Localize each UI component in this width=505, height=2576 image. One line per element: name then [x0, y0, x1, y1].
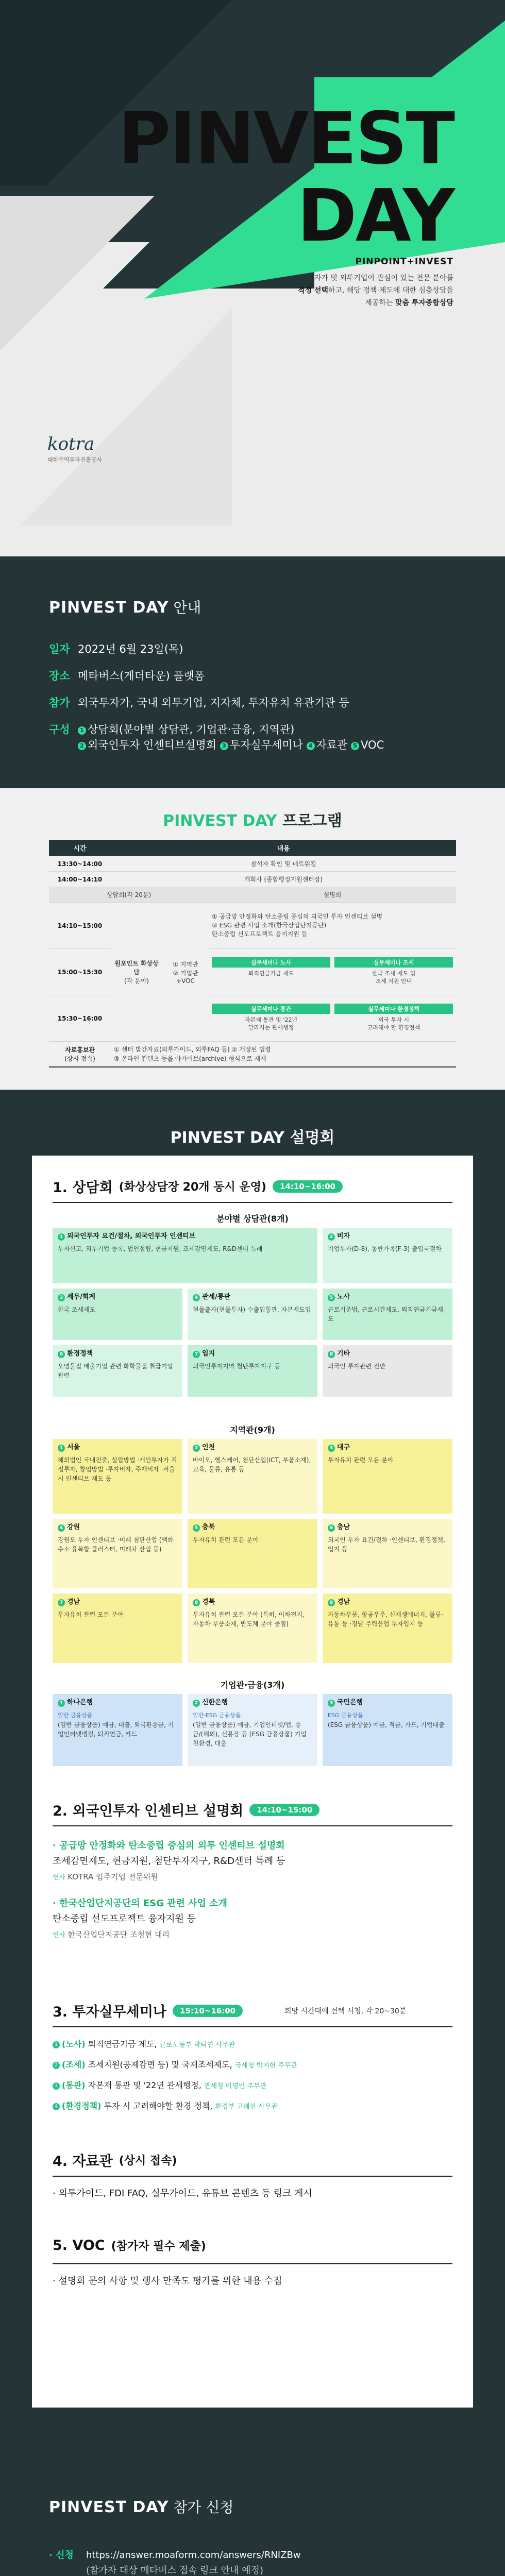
g2-cell-title: 경북 [202, 1598, 215, 1606]
data-line: ③ 온라인 컨텐츠 등을 아카이브(archive) 형식으로 제재 [114, 1055, 266, 1062]
mini-body-line: 고려해야 할 환경정책 [367, 1024, 420, 1031]
g3-cell-text: (ESG 금융상품) 예금, 적금, 카드, 기업대출 [328, 1721, 445, 1728]
number-badge: 4 [193, 1294, 200, 1301]
mini-boxes [212, 1004, 453, 1033]
g3-cell [188, 1694, 317, 1766]
apply-title [49, 2496, 233, 2517]
s1-heading [53, 1176, 343, 1196]
number-badge: 2 [193, 1445, 200, 1452]
g2-cell-text: 투자유치 관련 모든 분야 [328, 1456, 394, 1464]
g2-cell-text: 해외법인 국내진출, 설립방법 ·개인투자가 직접투자, 창업방법 ·투자비자, 주재비자 ·서울시 인센티브 제도 등 [58, 1456, 177, 1482]
g3-cell-head [58, 1698, 177, 1707]
mini-head: 실무세미나 통관 [212, 1004, 330, 1014]
g2-cell [323, 1594, 452, 1663]
g1-cell-head [328, 1232, 447, 1241]
time-badge: 14:10~15:00 [249, 1804, 319, 1816]
number-badge: 4 [307, 742, 315, 750]
s5-title: 5. VOC [53, 2238, 105, 2253]
g3-grid [53, 1694, 452, 1766]
g2-cell-text: 바이오, 헬스케어, 첨단산업(ICT, 부품소재), 교육, 물류, 유통 등 [193, 1456, 311, 1473]
number-badge: 1 [58, 1700, 65, 1707]
g2-cell-head [58, 1443, 177, 1452]
number-badge: 7 [58, 1599, 65, 1606]
program-content: 참석자 확인 및 네트워킹 [111, 856, 456, 872]
s3-title: 3. 투자실무세미나 [53, 2004, 167, 2020]
consult-sub: (각 분야) [124, 977, 149, 985]
logo-brand: kotra [47, 434, 95, 454]
kotra-logo [47, 434, 102, 464]
signup-link[interactable]: https://answer.moaform.com/answers/RNIZBw [86, 2550, 301, 2561]
s3-heading [53, 2001, 243, 2021]
explain-title-en: PINVEST DAY [170, 1129, 285, 1147]
s2-item-title: · 공급망 안정화와 탄소중립 중심의 외투 인센티브 설명회 [53, 1840, 285, 1851]
g1-grid [53, 1228, 452, 1397]
divider [53, 2026, 452, 2027]
number-badge: 7 [193, 1351, 200, 1358]
g2-cell-head [193, 1598, 312, 1607]
compose-line1 [78, 722, 384, 737]
g1-cell [53, 1345, 182, 1397]
event-info-section [0, 556, 505, 788]
consult-main: 원포인트 화상상담 [114, 960, 159, 976]
s3-item-cat: (환경정책) [62, 2101, 102, 2111]
g2-cell-head [193, 1443, 312, 1452]
s2-item-sub: 조세감면제도, 현금지원, 첨단투자지구, R&D센터 특례 등 [53, 1856, 285, 1867]
s3-item [53, 2098, 452, 2115]
apply-title-en: PINVEST DAY [49, 2498, 169, 2516]
explanation-section [0, 1090, 505, 2450]
s3-item-speaker: 관세청 이영빈 주무관 [204, 2082, 267, 2090]
program-subhead-right: 설명회 [209, 887, 456, 903]
consult-side3: +VOC [176, 977, 195, 985]
g2-cell-text: 외국인 투자 요건/절차 ·인센티브, 환경정책, 입지 등 [328, 1536, 445, 1553]
g1-cell [323, 1345, 452, 1397]
g2-cell [323, 1439, 452, 1514]
g1-cell-text: 근로기준법, 근로시간제도, 퇴직연금기금제도 [328, 1306, 443, 1323]
hero-banner [0, 0, 505, 556]
g2-cell-title: 경남 [67, 1598, 80, 1606]
number-badge: 3 [328, 1700, 335, 1707]
g2-cell-text: 자동차부품, 항공우주, 신재생에너지, 물류·유통 등 ·경남 주력산업 투자입지 등 [328, 1611, 443, 1628]
hero-title-line1: PINVEST [117, 97, 453, 181]
g1-cell-text: 외국인투자지역 첨단투자지구 등 [193, 1363, 280, 1370]
g1-cell-title: 입지 [202, 1350, 215, 1358]
info-row-place [49, 668, 384, 684]
g2-cell-head [58, 1598, 177, 1607]
s2-list [53, 1838, 452, 1950]
s3-note: 희망 시간대에 선택 시청, 각 20~30분 [284, 2007, 407, 2015]
mini-body [334, 1014, 453, 1033]
mini-body-line: 조세 지원 안내 [375, 977, 412, 985]
g1-cell [188, 1289, 317, 1340]
g2-cell-text: 투자유치 관련 모든 분야 [193, 1536, 259, 1544]
s3-item-text: 자본재 통관 및 '22년 관세행정, [85, 2080, 204, 2090]
program-time: 15:00~15:30 [49, 949, 111, 995]
program-row [49, 949, 456, 995]
divider [53, 1825, 452, 1826]
divider [53, 1202, 452, 1203]
seminar-line: 탄소중립 선도프로젝트 등지지원 등 [212, 930, 308, 938]
g2-cell [188, 1519, 317, 1588]
g1-title: 분야별 상담관(8개) [216, 1214, 289, 1224]
program-row [49, 1042, 456, 1067]
signup-note: (참가자 대상 메타버스 접속 링크 안내 예정) [86, 2565, 263, 2576]
mini-box [212, 957, 330, 987]
s3-item-speaker: 국세청 박지현 주무관 [234, 2062, 298, 2070]
compose-item: 외국인투자 인센티브설명회 [88, 739, 217, 751]
g3-cell-title: 국민은행 [337, 1699, 363, 1706]
logo-org: 대한무역투자진흥공사 [47, 456, 103, 463]
g2-cell [188, 1594, 317, 1663]
g2-cell-title: 서울 [67, 1444, 80, 1451]
g2-cell-text: 투자유치 관련 모든 분야 (특히, 이차전지, 자동차 부품소재, 반도체 분야 중점) [193, 1611, 305, 1628]
program-title-ko: 프로그램 [277, 812, 342, 830]
consult-side2: ② 기업관 [173, 969, 198, 977]
s3-item-text: 퇴직연금기금 제도, [85, 2039, 160, 2049]
g2-cell [188, 1439, 317, 1514]
data-label: 자료홍보관 [65, 1046, 95, 1054]
g1-cell-text: 오염물질 배출기업 관련 화학물질 취급기업 관련 [58, 1363, 173, 1379]
s4-small: (상시 접속) [119, 2155, 177, 2167]
consult-side-cell [162, 903, 209, 1042]
g2-cell-text: 투자유치 관련 모든 분야 [58, 1611, 124, 1618]
s2-item-sub: 탄소중립 선도프로젝트 융자지원 등 [53, 1913, 196, 1924]
number-badge: 5 [193, 1524, 200, 1532]
s4-list [53, 2186, 452, 2208]
g3-cell-tag: ESG 금융상품 [328, 1712, 363, 1719]
mini-body [334, 968, 453, 987]
s2-item-src: 한국산업단지공단 조청현 대리 [68, 1930, 170, 1939]
g2-cell-title: 충북 [202, 1523, 215, 1531]
number-badge: 1 [78, 726, 86, 735]
mini-head: 실무세미나 조세 [334, 957, 453, 968]
hero-desc-line2 [298, 284, 453, 297]
g1-cell [323, 1228, 452, 1283]
g3-cell-text: (일반 금융상품) 예금, 대출, 외국환송금, 기업인터넷뱅킹, 퇴직연금, 카드 [58, 1721, 174, 1738]
consult-main-cell [111, 903, 162, 1042]
s3-item [53, 2078, 452, 2094]
number-badge: 5 [351, 742, 359, 750]
s3-item-text: 조세지원(공제감면 등) 및 국제조세제도, [85, 2060, 235, 2070]
number-badge: 2 [78, 742, 86, 750]
program-time: 15:30~16:00 [49, 995, 111, 1042]
g2-cell-title: 인천 [202, 1444, 215, 1451]
g3-cell-title: 하나은행 [67, 1699, 93, 1706]
mini-box [334, 957, 453, 987]
program-title [0, 808, 505, 831]
g1-cell-head [58, 1232, 312, 1241]
info-row-composition [49, 722, 384, 753]
program-row [49, 856, 456, 872]
info-value [78, 722, 384, 753]
g2-cell [53, 1594, 182, 1663]
hero-desc-highlight2: 맞춤 투자종합상담 [395, 299, 453, 307]
program-table [49, 840, 456, 1067]
consult-side1: ① 지역관 [173, 960, 198, 968]
hero-title [117, 97, 453, 258]
seminar-desc [209, 903, 456, 949]
mini-box [212, 1004, 330, 1033]
number-badge: 2 [193, 1700, 200, 1707]
g3-cell-title: 신한은행 [202, 1699, 228, 1706]
time-badge: 14:10~16:00 [273, 1180, 343, 1193]
mini-box [334, 1004, 453, 1033]
number-badge: 3 [220, 742, 228, 750]
program-header-row [49, 840, 456, 856]
g1-cell-title: 관세/통관 [202, 1293, 230, 1301]
g3-cell [323, 1694, 452, 1766]
hero-desc-line3 [298, 297, 453, 309]
number-badge: 4 [58, 1524, 65, 1532]
apply-title-ko: 참가 신청 [169, 2499, 234, 2516]
s3-item-speaker: 환경부 고혜선 사무관 [215, 2103, 278, 2111]
hero-desc-highlight1: 적정 선택 [297, 286, 328, 295]
info-rows [49, 641, 384, 764]
data-hall-label [49, 1042, 111, 1067]
g1-cell-head [58, 1293, 177, 1302]
s4-item: · 외투가이드, FDI FAQ, 실무가이드, 유튜브 콘텐츠 등 링크 게시 [53, 2188, 312, 2199]
s2-item-title: · 한국산업단지공단의 ESG 관련 사업 소개 [53, 1898, 228, 1909]
compose-item: 상담회(분야별 상담관, 기업관·금융, 지역관) [88, 723, 295, 736]
g1-cell-head [328, 1349, 447, 1359]
compose-line2 [78, 737, 384, 753]
g2-cell [323, 1519, 452, 1588]
number-badge: 8 [328, 1351, 335, 1358]
hero-desc-line2-text: 하고, 해당 정책·제도에 대한 심층상담을 [328, 286, 453, 295]
info-title-en: PINVEST DAY [49, 599, 169, 617]
number-badge: 9 [328, 1599, 335, 1606]
divider [53, 2263, 452, 2264]
g2-cell-head [328, 1598, 447, 1607]
g2-title: 지역관(9개) [230, 1425, 275, 1435]
s5-heading [53, 2238, 206, 2253]
program-head-time: 시간 [49, 840, 111, 856]
program-section [0, 788, 505, 1090]
g1-cell-head [328, 1293, 447, 1302]
explain-title-ko: 설명회 [284, 1129, 335, 1147]
g2-cell-head [193, 1523, 312, 1532]
divider [53, 2176, 452, 2177]
number-badge: 6 [58, 1351, 65, 1358]
s2-heading [53, 1800, 319, 1820]
number-badge: 6 [328, 1524, 335, 1532]
info-title [49, 597, 201, 617]
data-label2: (상시 접속) [64, 1055, 95, 1062]
s2-item [53, 1838, 452, 1886]
info-label: 일자 [49, 643, 70, 655]
data-hall-desc [111, 1042, 456, 1067]
explain-card [32, 1156, 473, 2408]
g1-cell-head [58, 1349, 177, 1359]
g2-grid [53, 1439, 452, 1663]
mini-head: 실무세미나 노사 [212, 957, 330, 968]
s5-list [53, 2274, 452, 2295]
explain-title [0, 1125, 505, 1147]
g1-cell-title: 노사 [337, 1293, 350, 1301]
program-time: 13:30~14:00 [49, 856, 111, 872]
info-label: 구성 [49, 723, 70, 736]
g1-cell-head [193, 1293, 312, 1302]
g2-cell-text: 강원도 투자 인센티브 ·미래 첨단산업 (액화수소 융복합 클러스터, 미래차 산업 등) [58, 1536, 174, 1553]
apply-row-signup [49, 2548, 379, 2576]
s5-item: · 설명회 문의 사항 및 행사 만족도 평가를 위한 내용 수집 [53, 2276, 282, 2286]
s2-title: 2. 외국인투자 인센티브 설명회 [53, 1803, 244, 1819]
s1-title: 1. 상담회 [53, 1180, 113, 1196]
s2-item-src: KOTRA 입주기업 전문위원 [68, 1872, 158, 1882]
info-value: 2022년 6월 23일(목) [78, 643, 183, 655]
s1-small: (화상상담장 20개 동시 운영) [119, 1181, 266, 1194]
mini-body-line: 한국 조세 제도 및 [372, 970, 416, 977]
g3-cell-head [193, 1698, 312, 1707]
number-badge: 3 [53, 2082, 60, 2090]
mini-body [212, 1014, 330, 1033]
program-title-en: PINVEST DAY [163, 812, 277, 830]
hero-subtitle [298, 257, 453, 309]
g2-cell-title: 충남 [337, 1523, 350, 1531]
info-row-date [49, 641, 384, 657]
seminar-line: ① 공급망 안정화와 탄소중립 중심의 외국인 투자 인센티브 설명 [212, 913, 383, 920]
compose-item: VOC [361, 739, 384, 751]
g1-cell-head [193, 1349, 312, 1359]
program-row [49, 995, 456, 1042]
mini-body-line: 달라지는 관세행정 [248, 1024, 294, 1031]
compose-item: 자료관 [316, 739, 348, 751]
s4-heading [53, 2150, 177, 2170]
g1-cell-text: 외국인 투자관련 전반 [328, 1363, 385, 1370]
program-subheader-row [49, 887, 456, 903]
info-row-participants [49, 695, 384, 710]
hero-keywords: PINPOINT+INVEST [355, 257, 453, 267]
g2-cell [53, 1519, 182, 1588]
g1-cell-title: 비자 [337, 1232, 350, 1240]
g1-cell-text: 투자신고, 외투기업 등록, 법인설립, 현금지원, 조세감면제도, R&D센터 특례 [58, 1245, 263, 1252]
g3-cell-tag: 일반·ESG 금융상품 [193, 1712, 241, 1719]
s3-list [53, 2037, 452, 2119]
number-badge: 4 [53, 2103, 60, 2110]
program-time: 14:00~14:10 [49, 872, 111, 887]
g3-cell [53, 1694, 182, 1766]
g2-cell-title: 대구 [337, 1444, 350, 1451]
number-badge: 1 [58, 1445, 65, 1452]
mini-cell [209, 995, 456, 1042]
g2-cell-head [328, 1443, 447, 1452]
g2-cell-title: 경남 [337, 1598, 350, 1606]
apply-section [0, 2450, 505, 2576]
g3-cell-text: (일반 금융상품) 예금, 기업인터넷/앱, 송금/(해외), 신용장 등 (ESG 금융상품) 기업친환경, 대출 [193, 1721, 307, 1747]
mini-body: 퇴직연금기금 제도 [248, 970, 294, 977]
s3-item [53, 2057, 452, 2074]
mini-cell [209, 949, 456, 995]
apply-label: · 신청 [49, 2550, 74, 2561]
info-label: 장소 [49, 670, 70, 682]
s3-item-cat: (통관) [62, 2080, 86, 2090]
hero-desc-line3-text: 제공하는 [365, 299, 395, 307]
program-time: 14:10~15:00 [49, 903, 111, 949]
compose-item: 투자실무세미나 [229, 739, 303, 751]
g2-cell-head [328, 1523, 447, 1532]
s3-item-cat: (조세) [62, 2060, 86, 2070]
s5-small: (참가자 필수 제출) [111, 2240, 206, 2253]
s2-item-src-label: 연사 [53, 1931, 68, 1939]
g1-cell-title: 세무/회계 [67, 1293, 95, 1301]
number-badge: 8 [193, 1599, 200, 1606]
program-content: 개회사 (종합행정지원센터장) [111, 872, 456, 887]
s3-item-cat: (노사) [62, 2039, 86, 2049]
g1-cell-title: 환경정책 [67, 1350, 93, 1358]
number-badge: 3 [58, 1294, 65, 1301]
g1-cell-title: 기타 [337, 1350, 350, 1358]
s2-item-src-label: 연사 [53, 1874, 68, 1882]
g1-cell [53, 1228, 317, 1283]
s4-title: 4. 자료관 [53, 2154, 113, 2170]
number-badge: 2 [328, 1233, 335, 1241]
s3-item-text: 투자 시 고려해야할 환경 정책, [101, 2101, 215, 2111]
g1-cell [323, 1289, 452, 1340]
g1-cell-text: 현물출자(현물투자) 수출입통관, 자본재도입 [193, 1306, 311, 1313]
program-row [49, 872, 456, 887]
info-label: 참가 [49, 697, 70, 709]
program-row [49, 903, 456, 949]
mini-head: 실무세미나 환경정책 [334, 1004, 453, 1014]
g1-cell [188, 1345, 317, 1397]
g1-cell-title: 외국인투자 요건/절차, 외국인투자 인센티브 [67, 1232, 196, 1240]
apply-rows [49, 2548, 379, 2576]
program-head-content: 내용 [111, 840, 456, 856]
seminar-line: ② ESG 관련 사업 소개(한국산업단지공단) [212, 922, 327, 929]
mini-body-line: 자본재 통관 및 '22년 [245, 1016, 297, 1023]
time-badge: 15:10~16:00 [173, 2005, 243, 2017]
g1-cell-text: 기업투자(D-8), 동반가족(F-3) 출입국절차 [328, 1245, 442, 1252]
s3-item-speaker: 근로노동부 박덕연 사무관 [159, 2041, 235, 2049]
info-value: 외국투자가, 국내 외투기업, 지자체, 투자유치 유관기관 등 [78, 697, 349, 709]
g3-cell-head [328, 1698, 447, 1707]
g1-cell-text: 한국 조세제도 [58, 1306, 96, 1313]
info-value: 메타버스(게더타운) 플랫폼 [78, 670, 205, 682]
g1-cell [53, 1289, 182, 1340]
number-badge: 5 [328, 1294, 335, 1301]
apply-value [86, 2548, 379, 2576]
hero-desc-line1: 투자가 및 외투기업이 관심이 있는 전문 분야를 [307, 274, 453, 282]
g2-cell [53, 1439, 182, 1514]
number-badge: 3 [328, 1445, 335, 1452]
g2-cell-head [58, 1523, 177, 1532]
g3-cell-tag: 일반 금융상품 [58, 1712, 93, 1719]
number-badge: 1 [58, 1233, 65, 1241]
number-badge: 1 [53, 2041, 60, 2048]
program-subhead-left: 상담회(각 20분) [49, 887, 209, 903]
info-title-ko: 안내 [169, 599, 201, 616]
mini-boxes [212, 957, 453, 987]
hero-title-line2: DAY [297, 174, 453, 258]
g3-title: 기업관·금융(3개) [220, 1680, 285, 1690]
mini-body-line: 외국 투자 시 [378, 1016, 410, 1023]
number-badge: 2 [53, 2062, 60, 2069]
data-line: ① 센터 발간자료(외투가이드, 외투FAQ 등) ② 개정된 법령 [114, 1046, 271, 1053]
s2-item [53, 1896, 452, 1943]
s3-item [53, 2037, 452, 2053]
g2-cell-title: 강원 [67, 1523, 80, 1531]
